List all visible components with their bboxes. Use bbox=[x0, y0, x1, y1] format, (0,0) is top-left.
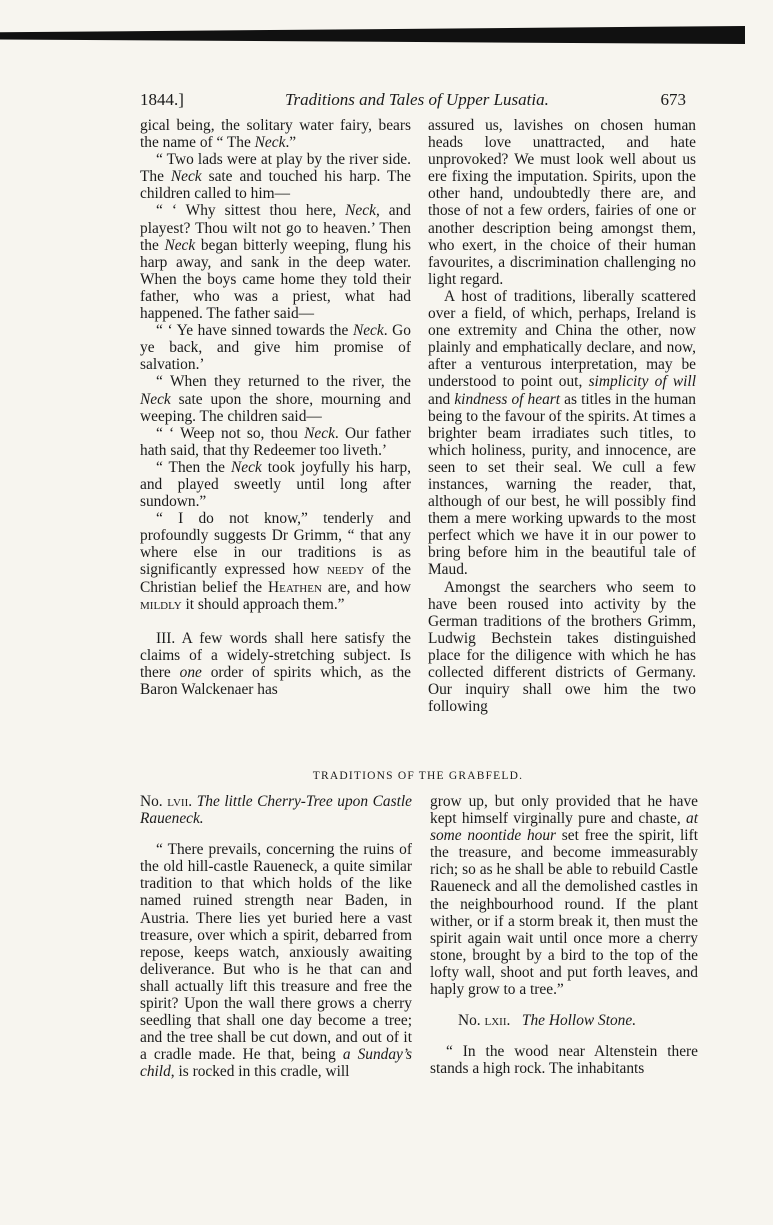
paragraph: “ Two lads were at play by the river side. The Neck sate and touched his harp. The children called to him— bbox=[140, 151, 411, 203]
paragraph: III. A few words shall here satisfy the claims of a widely-stretching subject. Is there one order of spirits which, as the Baron Walckenaer has bbox=[140, 629, 412, 698]
paragraph: “ ‘ Ye have sinned towards the Neck. Go ye back, and give him promise of salvation.’ bbox=[140, 322, 411, 374]
paragraph: “ Then the Neck took joyfully his harp, and played sweetly until long after sundown.” bbox=[140, 458, 411, 511]
column-left-top bbox=[140, 117, 411, 698]
paragraph: A host of traditions, liberally scattered over a field, of which, perhaps, Ireland is one extremity and China the other, now plainly and emphatically declare, and now, after a venturous interpretation, may be understood to point out, simplicity of will and kindness of heart as titles in the human being to the favour of the spirits. At times a brighter beam irradiates such titles, to which holiness, purity, and innocence, are seen to set their seal. We cull a few instances, warning the reader, that, although of our best, he will possibly find them a mere working upwards to the most perfect which we have it in our power to bring before him in the beautiful tale of Maud. bbox=[428, 287, 696, 579]
section-heading: TRADITIONS OF THE GRABFELD. bbox=[312, 770, 524, 782]
paragraph: gical being, the solitary water fairy, bears the name of “ The Neck.” bbox=[140, 117, 411, 152]
tale-heading: No. lvii. The little Cherry-Tree upon Castle Raueneck. bbox=[140, 793, 412, 828]
top-edge-bar bbox=[0, 26, 745, 44]
column-left-bottom bbox=[140, 793, 412, 1081]
column-right-top bbox=[428, 117, 696, 715]
running-header bbox=[140, 90, 692, 114]
paragraph: Amongst the searchers who seem to have been roused into activity by the German traditions of the brothers Grimm, Ludwig Bechstein takes distinguished place for the diligence with which he has collected different districts of Germany. Our inquiry shall owe him the two following bbox=[428, 578, 696, 716]
paragraph: grow up, but only provided that he have kept himself virginally pure and chaste, at some noontide hour set free the spirit, lift the treasure, and become immeasurably rich; so as he shall be able to rebuild Castle Raueneck and all the demolished castles in the neighbourhood round. If the plant wither, or if a storm break it, then must the spirit again wait until once more a cherry stone, brought by a bird to the top of the lofty wall, shoot and put forth leaves, and haply grow to a tree.” bbox=[430, 793, 698, 999]
column-right-bottom bbox=[430, 793, 698, 1077]
paragraph: “ There prevails, concerning the ruins of the old hill-castle Raueneck, a quite similar tradition to that which holds of the like named ruined strength near Baden, in Austria. There lies yet buried here a vast treasure, over which a spirit, debarred from repose, keeps watch, anxiously awaiting deliverance. But who is he that can and shall actually lift this treasure and free the spirit? Upon the wall there grows a cherry seedling that shall one day become a tree; and the tree shall be cut down, and out of it a cradle made. He that, being a Sunday’s child, is rocked in this cradle, will bbox=[140, 841, 413, 1081]
paragraph: “ In the wood near Altenstein there stands a high rock. The inhabitants bbox=[430, 1043, 698, 1078]
tale-heading: No. lxii. The Hollow Stone. bbox=[458, 1012, 637, 1030]
paragraph: “ ‘ Why sittest thou here, Neck, and playest? Thou wilt not go to heaven.’ Then the Neck began bitterly weeping, flung his harp away, and sank in the deep water. When the boys came home they told their father, who was a priest, what had happened. The father said— bbox=[140, 202, 411, 323]
page-number: 673 bbox=[660, 90, 686, 109]
header-title: Traditions and Tales of Upper Lusatia. bbox=[285, 90, 549, 109]
paragraph: assured us, lavishes on chosen human heads love unattracted, and hate unprovoked? We must look well about us ere fixing the imputation. Spirits, upon the other hand, undoubtedly there are, and those of not a few orders, fairies of one or another description being amongst them, who exert, in the choice of their human favourites, a discrimination challenging no light regard. bbox=[428, 117, 696, 288]
paragraph: “ ‘ Weep not so, thou Neck. Our father hath said, that thy Redeemer too liveth.’ bbox=[140, 424, 411, 459]
paragraph: “ When they returned to the river, the Neck sate upon the shore, mourning and weeping. The children said— bbox=[140, 373, 411, 425]
paragraph: “ I do not know,” tenderly and profoundly suggests Dr Grimm, “ that any where else in our traditions is as significantly expressed how needy of the Christian belief the Heathen are, and how mildly it should approach them.” bbox=[140, 510, 412, 613]
header-year: 1844.] bbox=[140, 90, 184, 109]
